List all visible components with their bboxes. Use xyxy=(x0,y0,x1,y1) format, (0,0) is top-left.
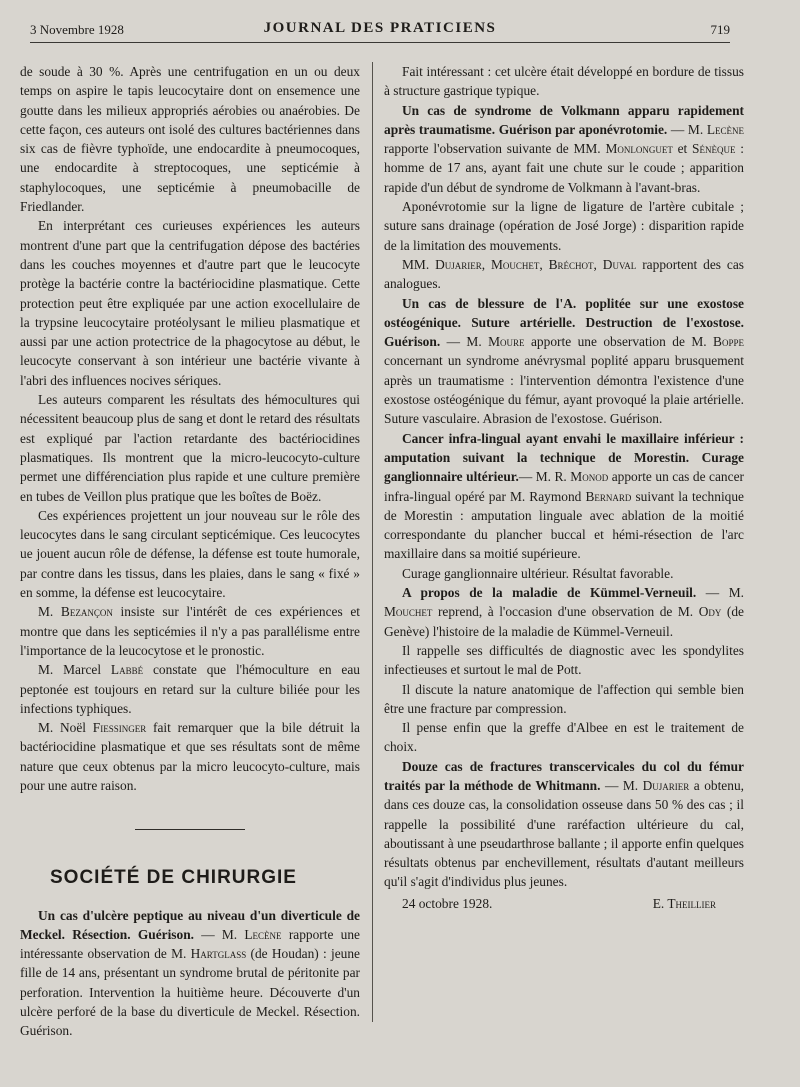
right-column xyxy=(384,62,744,913)
author-name: Labbé xyxy=(110,662,144,678)
section-heading: SOCIÉTÉ DE CHIRURGIE xyxy=(50,867,297,889)
paragraph-text: fait remarquer que la bile détruit la bactériocidine plasmatique et que ses résultats sont de même nature que ceux obtenus par la micro leucocyto-culture, mais pour une autre raison. xyxy=(20,720,360,793)
author-name: Fiessinger xyxy=(92,720,147,736)
case-title: Un cas de syndrome de Volkmann apparu rapidement après traumatisme. Guérison par aponévrotomie. xyxy=(384,102,744,137)
column-divider xyxy=(372,62,373,1022)
paragraph: de soude à 30 %. Après une centrifugation en un ou deux temps on aspire le tapis leucocytaire dont on ensemence une goutte dans les milieux appropriés aérobies ou anaérobies. De cette façon, ces auteurs ont isolé des cultures bactériennes dans six cas de fièvre typhoïde, une endocardite à pneumocoques, une endocardite à streptocoques, une septicémie à staphylocoques, une septicémie à pneumobacille de Friedlander. xyxy=(20,64,360,215)
case-report: Un cas d'ulcère peptique au niveau d'un diverticule de Meckel. Résection. Guérison. — M. Lecène rapporte une intéressante observation de M. Hartglass (de Houdan) : jeune fille de 14 ans, présentant un syndrome brutal de péritonite par perforation. Intervention la huitième heure. Découverte d'un ulcère perforé de la base du diverticule de Meckel. Résection. Guérison. xyxy=(20,907,360,1039)
paragraph: Il pense enfin que la greffe d'Albee en est le traitement de choix. xyxy=(384,720,744,755)
paragraph-text: concernant un syndrome anévrysmal poplité apparu brusquement après un traumatisme : l'intervention démontra l'existence d'une exostose ostéogénique du fémur, ayant provoqué la plaie artérielle. Suture vasculaire. Abrasion de l'exostose. Guérison. xyxy=(384,353,744,427)
header-date: 3 Novembre 1928 xyxy=(30,22,124,37)
case-report: Cancer infra-lingual ayant envahi le maxillaire inférieur : amputation suivant la technique de Morestin. Curage ganglionnaire ultérieur.— M. R. Monod apporte un cas de cancer infra-lingual opéré par M. Raymond Bernard suivant la technique de Morestin : amputation linguale avec ablation de la moitié correspondante du plancher buccal et hémi-résection de l'arc maxillaire dans sa moitié supérieure. xyxy=(384,430,745,562)
paragraph-text: : homme de 17 ans, ayant fait une chute sur le coude ; apparition rapide d'un début de syndrome de Volkmann à l'avant-bras. xyxy=(384,141,744,195)
author-names: Dujarier, Mouchet, Bréchot, Duval xyxy=(435,256,637,272)
author-name: Dujarier xyxy=(642,777,690,793)
author-name: Moure xyxy=(488,334,525,350)
left-column xyxy=(20,62,360,1041)
paragraph-text: rapporte une intéressante observation de M. xyxy=(20,926,360,962)
page-header xyxy=(30,20,730,43)
paragraph-text: suivant la technique de Morestin : amputation linguale avec ablation de la moitié correspondante du plancher buccal et hémi-résection de l'arc maxillaire dans sa moitié supérieure. xyxy=(384,488,745,562)
case-report: Un cas de syndrome de Volkmann apparu rapidement après traumatisme. Guérison par aponévrotomie. — M. Lecène rapporte l'observation suivante de MM. Monlonguet et Sénèque : homme de 17 ans, ayant fait une chute sur le coude ; apparition rapide d'un début de syndrome de Volkmann à l'avant-bras. xyxy=(384,102,744,195)
paragraph: Fait intéressant : cet ulcère était développé en bordure de tissus à structure gastrique typique. xyxy=(384,64,744,99)
signature-line xyxy=(384,894,744,913)
paragraph-text: constate que l'hémoculture en eau peptonée est toujours en retard sur la culture biliée pour les infections typhiques. xyxy=(20,662,360,716)
paragraph: Ces expériences projettent un jour nouveau sur le rôle des leucocytes dans le sang circulant septicémique. Ces leucocytes ue jouent aucun rôle de défense, la défense est toute humorale, par contre dans les tissus, dans les plaies, dans le sang « fixé » en somme, la défense est leucocytaire. xyxy=(20,507,360,601)
paragraph-text: (de Genève) l'histoire de la maladie de Kümmel-Verneuil. xyxy=(384,604,745,639)
paragraph-text: apporte un cas de cancer infra-lingual opéré par M. Raymond xyxy=(384,469,744,504)
author-name: Boppe xyxy=(713,334,744,350)
author-name: Bezançon xyxy=(60,604,113,620)
paragraph-text: rapporte l'observation suivante de MM. xyxy=(384,141,601,157)
case-report: Douze cas de fractures transcervicales du col du fémur traités par la méthode de Whitmann. — M. Dujarier a obtenu, dans ces douze cas, la consolidation osseuse dans 50 % des cas ; il rappelle la possibilité d'une raréfaction ultérieure du cal, aboutissant à une pseudarthrose ballante ; il apporte enfin quelques résultats obtenus par enchevillement, résultats d'autant meilleurs qu'il s'agit d'individus plus jeunes. xyxy=(384,758,744,890)
author-name: Ody xyxy=(698,604,722,620)
paragraph: Il rappelle ses difficultés de diagnostic avec les spondylites infectieuses et surtout le mal de Pott. xyxy=(384,642,744,678)
case-title: Un cas de blessure de l'A. poplitée sur une exostose ostéogénique. Suture artérielle. Destruction de l'exostose. Guérison. xyxy=(384,295,744,350)
paragraph: M. Bezançon insiste sur l'intérêt de ces expériences et montre que dans les septicémies il n'y a pas parallélisme entre l'importance de la leucocytose et le pronostic. xyxy=(20,604,360,658)
paragraph-text: rapportent des cas analogues. xyxy=(384,256,744,292)
paragraph-text: (de Houdan) : jeune fille de 14 ans, présentant un syndrome brutal de péritonite par perforation. Intervention la huitième heure. Découverte d'un ulcère perforé de la base du diverticule de Meckel. Résection. Guérison. xyxy=(20,946,360,1039)
author-name: Monlonguet xyxy=(605,141,673,157)
author-name: Hartglass xyxy=(190,946,247,962)
case-title: Un cas d'ulcère peptique au niveau d'un diverticule de Meckel. Résection. Guérison. xyxy=(20,907,360,942)
paragraph: Les auteurs comparent les résultats des hémocultures qui nécessitent beaucoup plus de sang et dont le retard des résultats est expliqué par l'action retardante des bactériocidines plasmatiques. Ils montrent que la micro-leucocyto-culture permet une différenciation plus rapide et une culture première en tubes de Veillon plus pratique que les boîtes de Boëz. xyxy=(20,392,360,504)
author-name: Lecène xyxy=(706,121,744,137)
author-name: Sénèque xyxy=(692,141,736,157)
paragraph: M. Marcel Labbé constate que l'hémoculture en eau peptonée est toujours en retard sur la culture biliée pour les infections typhiques. xyxy=(20,662,360,716)
author-name: Lecène xyxy=(244,926,282,942)
page-number: 719 xyxy=(710,22,730,37)
signature-name: E. Theillier xyxy=(652,895,716,911)
signature-date: 24 octobre 1928. xyxy=(402,895,493,911)
paragraph-text: a obtenu, dans ces douze cas, la consolidation osseuse dans 50 % des cas ; il rappelle la possibilité d'une raréfaction ultérieure du cal, aboutissant à une pseudarthrose ballante ; il apporte enfin quelques résultats obtenus par enchevillement, résultats d'autant meilleurs qu'il s'agit d'individus plus jeunes. xyxy=(384,777,744,890)
paragraph: M. Noël Fiessinger fait remarquer que la bile détruit la bactériocidine plasmatique et que ses résultats sont de même nature que ceux obtenus par la micro leucocyto-culture, mais pour une autre raison. xyxy=(20,720,360,793)
author-name: Bernard xyxy=(585,488,632,504)
case-report: A propos de la maladie de Kümmel-Verneuil. — M. Mouchet reprend, à l'occasion d'une observation de M. Ody (de Genève) l'histoire de la maladie de Kümmel-Verneuil. xyxy=(384,585,745,639)
paragraph: Curage ganglionnaire ultérieur. Résultat favorable. xyxy=(402,565,674,581)
paragraph-text: et xyxy=(677,141,688,157)
paragraph-text: insiste sur l'intérêt de ces expériences et montre que dans les septicémies il n'y a pas parallélisme entre l'importance de la leucocytose et le pronostic. xyxy=(20,604,360,658)
journal-title: JOURNAL DES PRATICIENS xyxy=(263,20,497,36)
paragraph: Aponévrotomie sur la ligne de ligature de l'artère cubitale ; suture sans drainage (opération de José Jorge) : disparition rapide de la limitation des mouvements. xyxy=(384,199,744,253)
author-name: Monod xyxy=(570,469,609,485)
case-report: Un cas de blessure de l'A. poplitée sur une exostose ostéogénique. Suture artérielle. Destruction de l'exostose. Guérison. — M. Moure apporte une observation de M. Boppe concernant un syndrome anévrysmal poplité apparu brusquement après un traumatisme : l'intervention démontra l'existence d'une exostose ostéogénique du fémur, ayant provoqué la plaie artérielle. Suture vasculaire. Abrasion de l'exostose. Guérison. xyxy=(384,295,744,427)
section-separator xyxy=(135,829,245,830)
paragraph: MM. Dujarier, Mouchet, Bréchot, Duval rapportent des cas analogues. xyxy=(384,256,744,292)
paragraph-text: apporte une observation de M. xyxy=(530,334,707,350)
paragraph: En interprétant ces curieuses expériences les auteurs montrent d'une part que la centrifugation dépose des bactéries dans les couches moyennes et d'autre part que le leucocyte protège la bactérie contre la bactériocidine plasmatique. Cette protection peut être expliquée par une action exocellulaire de la trypsine leucocytaire protéolysant le milieu plasmatique et aussi par une action protectrice de la phagocytose au début, le leucocyte conservant à son intérieur une bactérie vivante à l'abri des influences nocives sériques. xyxy=(20,218,360,388)
case-title: Douze cas de fractures transcervicales du col du fémur traités par la méthode de Whitmann. xyxy=(384,758,744,793)
paragraph: Il discute la nature anatomique de l'affection qui semble bien être une fracture par compression. xyxy=(384,681,744,716)
case-title: Cancer infra-lingual ayant envahi le maxillaire inférieur : amputation suivant la technique de Morestin. Curage ganglionnaire ultérieur. xyxy=(384,430,744,485)
case-title: A propos de la maladie de Kümmel-Verneuil. xyxy=(402,585,697,601)
paragraph-text: reprend, à l'occasion d'une observation de M. xyxy=(437,604,694,620)
author-name: Mouchet xyxy=(384,604,433,620)
